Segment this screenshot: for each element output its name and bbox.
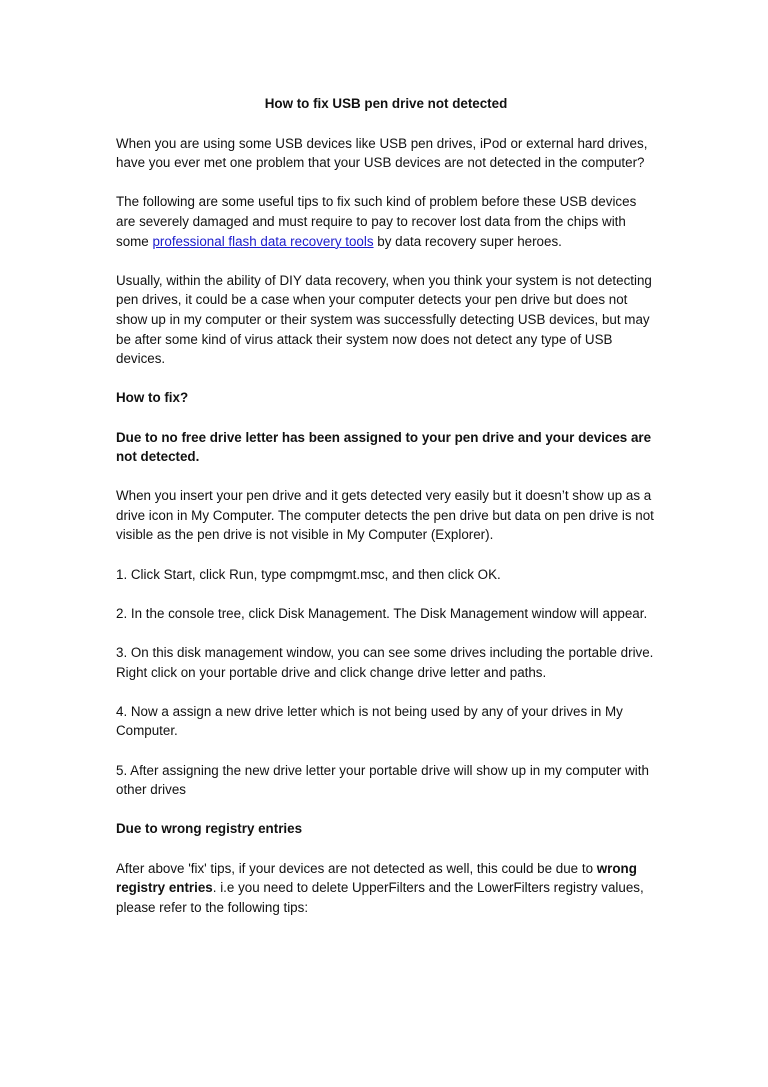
tips-text-before: The following are some useful tips to fix such kind of problem before these USB devices are severely damaged and must require to pay to recover lost data from the chips with some [116, 194, 637, 249]
step-3: 3. On this disk management window, you can see some drives including the portable drive. Right click on your portable drive and click change drive letter and paths. [116, 645, 654, 680]
diy-paragraph: Usually, within the ability of DIY data recovery, when you think your system is not detecting pen drives, it could be a case when your computer detects your pen drive but does not show up in my computer or their system was successfully detecting USB devices, but may be after some kind of virus attack their system now does not detect any type of USB devices. [116, 272, 652, 367]
section2-text-before: After above 'fix' tips, if your devices are not detected as well, this could be due to [116, 860, 597, 876]
step-2: 2. In the console tree, click Disk Management. The Disk Management window will appear. [116, 605, 648, 621]
section2-text-after: . i.e you need to delete UpperFilters and the LowerFilters registry values, please refer to the following tips: [116, 880, 644, 915]
tips-text-after: by data recovery super heroes. [373, 233, 562, 249]
section2-bold-text: wrong registry entries [116, 860, 637, 896]
section2-paragraph [116, 859, 656, 918]
document-page [116, 94, 656, 937]
step-4: 4. Now a assign a new drive letter which is not being used by any of your drives in My Computer. [116, 703, 623, 739]
section1-body: When you insert your pen drive and it gets detected very easily but it doesn’t show up as a drive icon in My Computer. The computer detects the pen drive but data on pen drive is not visible as the pen drive is not visible in My Computer (Explorer). [116, 488, 654, 543]
step-1: 1. Click Start, click Run, type compmgmt.msc, and then click OK. [116, 566, 501, 582]
tips-paragraph [116, 192, 656, 251]
section2-heading: Due to wrong registry entries [116, 821, 303, 837]
flash-recovery-tools-link[interactable]: professional flash data recovery tools [152, 233, 374, 249]
how-to-fix-heading: How to fix? [116, 390, 189, 406]
document-title: How to fix USB pen drive not detected [264, 96, 508, 111]
intro-paragraph: When you are using some USB devices like USB pen drives, iPod or external hard drives, have you ever met one problem that your USB devices are not detected in the computer? [116, 135, 648, 171]
section1-heading: Due to no free drive letter has been assigned to your pen drive and your devices are not detected. [116, 429, 652, 465]
step-5: 5. After assigning the new drive letter your portable drive will show up in my computer with other drives [116, 762, 649, 798]
